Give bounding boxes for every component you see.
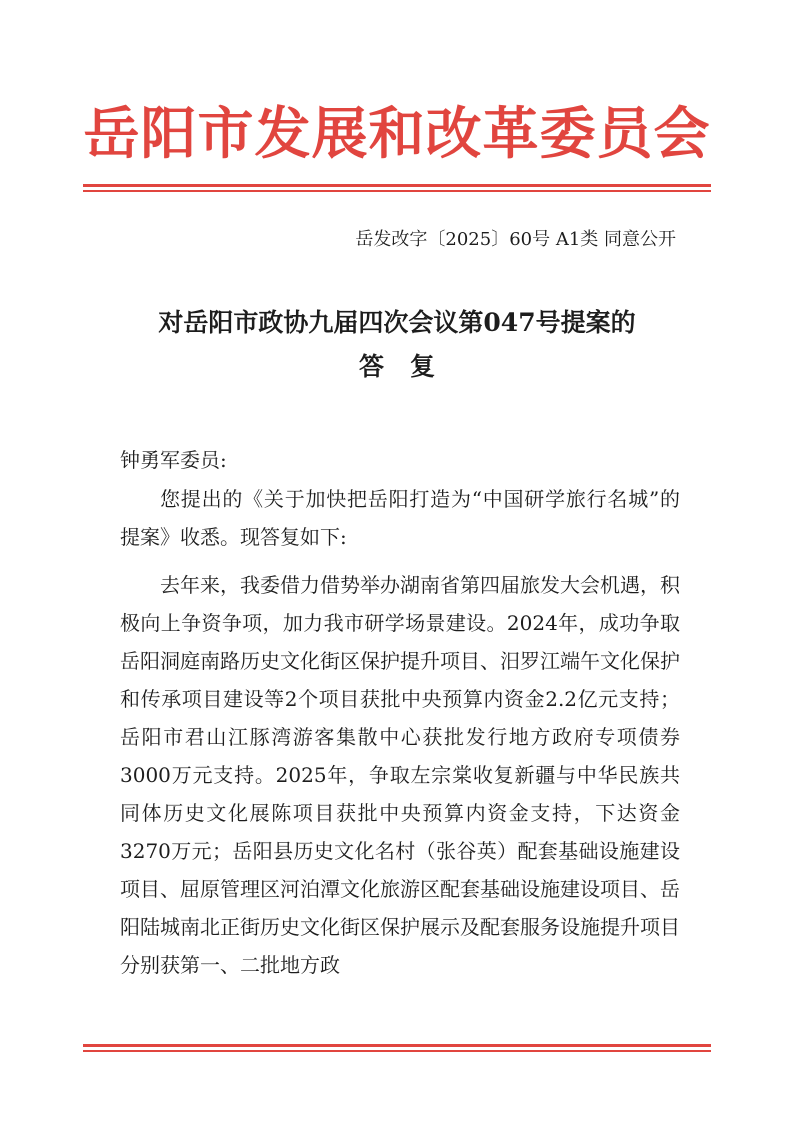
salutation: 钟勇军委员:	[120, 448, 227, 472]
document-title-line-1: 对岳阳市政协九届四次会议第047号提案的	[158, 308, 636, 337]
footer-divider-thick	[83, 1044, 711, 1047]
footer-divider-thin	[83, 1050, 711, 1052]
letterhead-org-name: 岳阳市发展和改革委员会	[83, 102, 711, 167]
body-paragraph: 去年来，我委借力借势举办湖南省第四届旅发大会机遇，积极向上争资争项，加力我市研学场景建设。2024年，成功争取岳阳洞庭南路历史文化街区保护提升项目、汨罗江端午文化保护和传承项目建设等2个项目获批中央预算内资金2.2亿元支持；岳阳市君山江豚湾游客集散中心获批发行地方政府专项债券3000万元支持。2025年，争取左宗棠收复新疆与中华民族共同体历史文化展陈项目获批中央预算内资金支持，下达资金3270万元；岳阳县历史文化名村（张谷英）配套基础设施建设项目、屈原管理区河泊潭文化旅游区配套基础设施建设项目、岳阳陆城南北正街历史文化街区保护展示及配套服务设施提升项目分别获第一、二批地方政	[120, 573, 680, 977]
document-number: 岳发改字〔2025〕60号 A1类 同意公开	[355, 229, 676, 250]
body-paragraph: 您提出的《关于加快把岳阳打造为“中国研学旅行名城”的提案》收悉。现答复如下:	[120, 487, 680, 549]
letterhead-divider-thick	[83, 184, 711, 187]
document-title-line-2: 答复	[358, 352, 461, 381]
letterhead-divider-thin	[83, 190, 711, 192]
